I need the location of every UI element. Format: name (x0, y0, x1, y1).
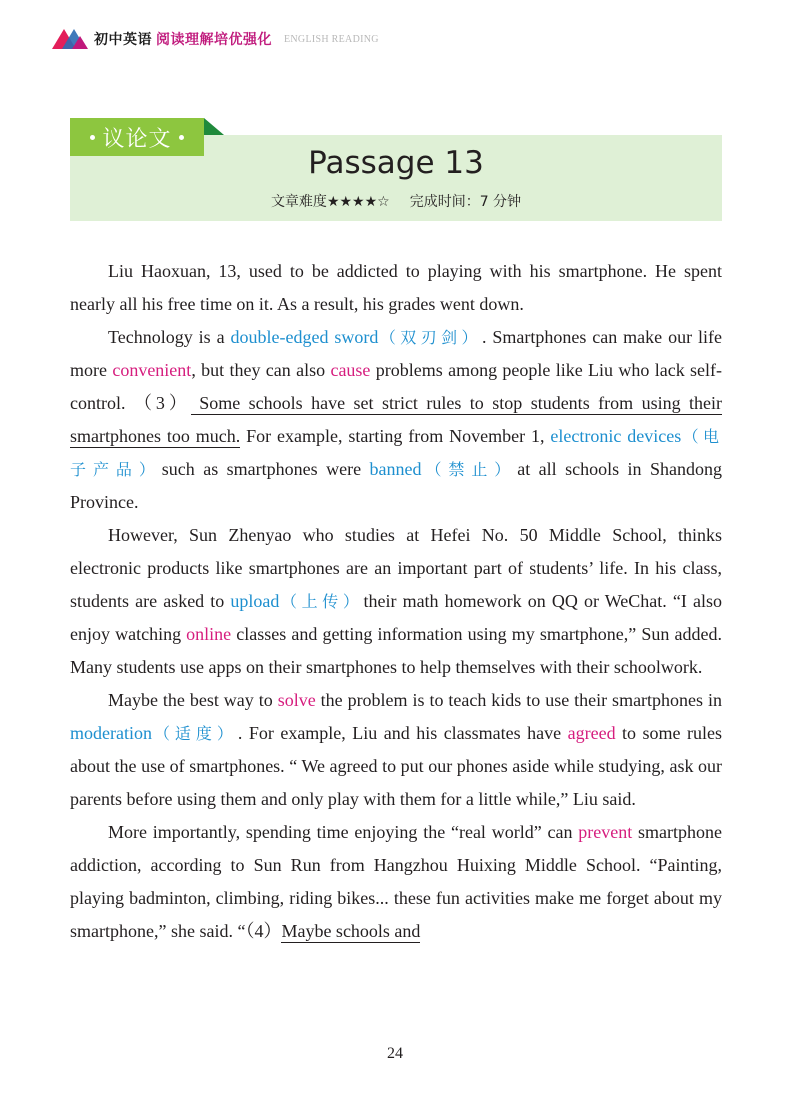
page-number: 24 (387, 1045, 403, 1062)
vocab-gloss: （禁止） (421, 460, 518, 479)
keyword: prevent (578, 822, 633, 842)
paragraph-1: Liu Haoxuan, 13, used to be addicted to playing with his smartphone. He spent nearly all his free time on it. As a result, his grades went down. (70, 261, 722, 314)
passage-meta (70, 191, 722, 211)
vocab-term: upload (230, 591, 280, 611)
underlined-sentence-3: Some schools have set strict rules to stop students from using their smartphones too much. (70, 393, 722, 446)
genre-tag (70, 118, 204, 156)
paragraph-2: Technology is a double-edged sword（双刃剑）. Smartphones can make our life more convenient, but they can also cause problems among people like Liu who lack self-control. （3） Some schools have set strict rules to stop students from using their smartphones too much. For example, starting from November 1, electronic devices（电子产品）such as smartphones were banned（禁止）at all schools in Shandong Province. (70, 327, 723, 512)
series-logo-icon (52, 29, 88, 49)
genre-label: 议论文 (102, 126, 172, 152)
vocab-term: banned (369, 459, 422, 479)
bullet-dot-icon (179, 135, 184, 140)
vocab-term: moderation (70, 723, 152, 743)
vocab-term: double-edged sword (230, 327, 379, 347)
keyword: cause (330, 360, 371, 380)
difficulty-label: 文章难度 (270, 194, 327, 210)
tag-corner-decoration (204, 118, 224, 135)
keyword: online (186, 624, 232, 644)
book-title: 阅读理解培优强化 (156, 32, 272, 48)
bullet-dot-icon (90, 135, 95, 140)
vocab-gloss: （适度） (151, 724, 238, 743)
series-name: 初中英语 (94, 32, 152, 48)
question-marker-4: （4） (245, 921, 282, 941)
question-marker-3: （3） (133, 393, 191, 413)
time-label: 完成时间：7 分钟 (409, 194, 522, 210)
keyword: convenient (112, 360, 192, 380)
underlined-sentence-4: Maybe schools and (281, 921, 421, 941)
passage-title: Passage 13 (308, 145, 484, 181)
book-english-title: ENGLISH READING (284, 33, 379, 45)
paragraph-3: However, Sun Zhenyao who studies at Hefei No. 50 Middle School, thinks electronic products like smartphones are an important part of students’ life. In his class, students are asked to upload（上传）their math homework on QQ or WeChat. “I also enjoy watching online classes and getting information using my smartphone,” Sun added. Many students use apps on their smartphones to help themselves with their schoolwork. (70, 525, 722, 677)
passage-body (70, 255, 722, 948)
vocab-term: electronic devices (550, 426, 682, 446)
vocab-gloss: （电子产品） (70, 427, 722, 479)
paragraph-4: Maybe the best way to solve the problem is to teach kids to use their smartphones in moderation（适度）. For example, Liu and his classmates have agreed to some rules about the use of smartphones. “ We agreed to put our phones aside while studying, ask our parents before using them and only play with them for a little while,” Liu said. (70, 690, 722, 809)
keyword: solve (277, 690, 316, 710)
running-header (52, 28, 379, 50)
difficulty-stars: ★★★★☆ (326, 194, 390, 210)
keyword: agreed (567, 723, 616, 743)
paragraph-5: More importantly, spending time enjoying the “real world” can prevent smartphone addiction, according to Sun Run from Hangzhou Huixing Middle School. “Painting, playing badminton, climbing, riding bikes... these fun activities make me forget about my smartphone,” she said. “（4）Maybe schools and (70, 822, 722, 941)
vocab-gloss: （双刃剑） (378, 328, 482, 347)
vocab-gloss: （上传） (279, 592, 364, 611)
